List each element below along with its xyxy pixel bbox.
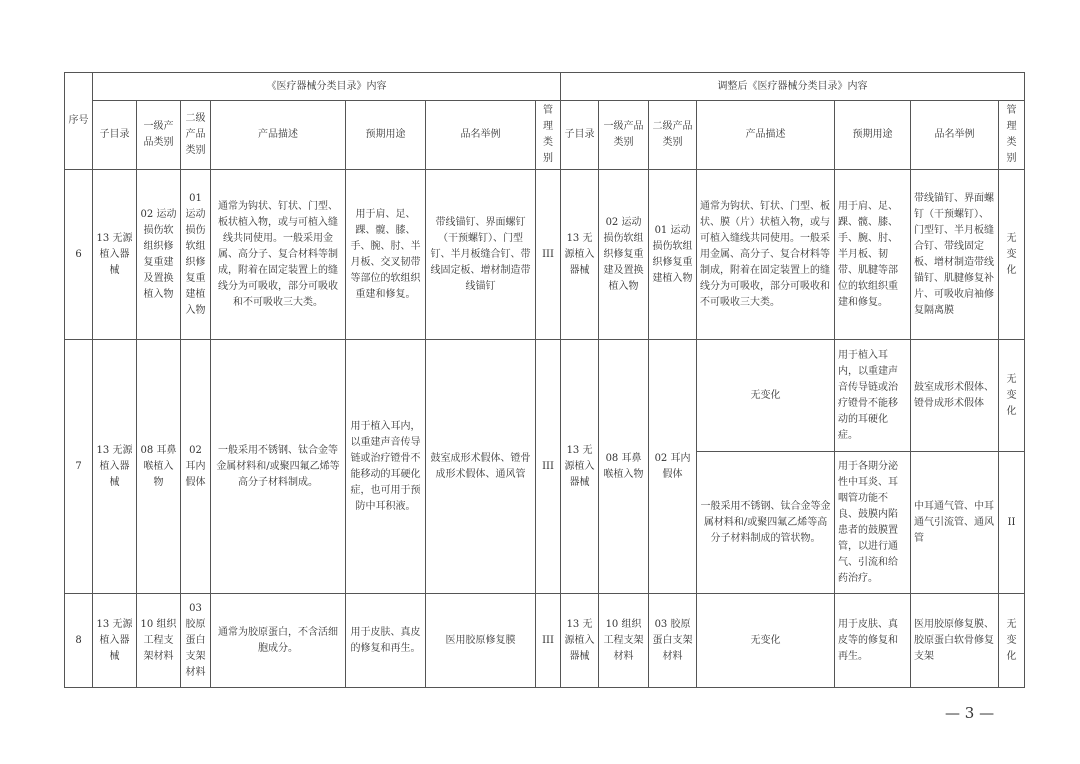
cell-right-desc: 无变化 bbox=[697, 340, 835, 452]
cell-right-class: 无变化 bbox=[999, 340, 1025, 452]
header-group-row bbox=[65, 73, 1025, 101]
header-left-desc: 产品描述 bbox=[211, 101, 346, 170]
header-right-sub: 子目录 bbox=[561, 101, 599, 170]
table-row bbox=[65, 594, 1025, 688]
cell-right-lvl1: 10 组织工程支架材料 bbox=[599, 594, 649, 688]
cell-left-lvl1: 10 组织工程支架材料 bbox=[137, 594, 181, 688]
cell-right-class: 无变化 bbox=[999, 170, 1025, 340]
cell-right-examples: 中耳通气管、中耳通气引流管、通风管 bbox=[911, 452, 999, 594]
header-right-use: 预期用途 bbox=[835, 101, 911, 170]
cell-right-lvl1: 08 耳鼻喉植入物 bbox=[599, 340, 649, 594]
cell-right-desc: 通常为钩状、钉状、门型、板状、膜（片）状植入物，或与可植入缝线共同使用。一般采用金属、高分子、复合材料等制成，附着在固定装置上的缝线分为可吸收，部分可吸收和不可吸收三大类。 bbox=[697, 170, 835, 340]
cell-left-class: III bbox=[536, 340, 561, 594]
header-right-class: 管理类别 bbox=[999, 101, 1025, 170]
cell-left-desc: 通常为钩状、钉状、门型、板状植入物，或与可植入缝线共同使用。一般采用金属、高分子、复合材料等制成，附着在固定装置上的缝线分为可吸收，部分可吸收和不可吸收三大类。 bbox=[211, 170, 346, 340]
header-left-class: 管理类别 bbox=[536, 101, 561, 170]
cell-right-desc: 一般采用不锈钢、钛合金等金属材料和/或聚四氟乙烯等高分子材料制成的管状物。 bbox=[697, 452, 835, 594]
header-left-use: 预期用途 bbox=[346, 101, 426, 170]
cell-right-class: II bbox=[999, 452, 1025, 594]
header-left-examples: 品名举例 bbox=[426, 101, 536, 170]
header-left-sub: 子目录 bbox=[93, 101, 137, 170]
cell-right-use: 用于各期分泌性中耳炎、耳咽管功能不良、鼓膜内陷患者的鼓膜置管，以进行通气、引流和给药治疗。 bbox=[835, 452, 911, 594]
header-left-lvl2: 二级产品类别 bbox=[181, 101, 211, 170]
cell-left-class: III bbox=[536, 594, 561, 688]
cell-right-use: 用于植入耳内，以重建声音传导链或治疗镫骨不能移动的耳硬化症。 bbox=[835, 340, 911, 452]
cell-left-lvl2: 01 运动损伤软组织修复重建植入物 bbox=[181, 170, 211, 340]
cell-left-examples: 带线锚钉、界面螺钉（干预螺钉）、门型钉、半月板缝合钉、带线固定板、增材制造带线锚钉 bbox=[426, 170, 536, 340]
cell-right-examples: 医用胶原修复膜、胶原蛋白软骨修复支架 bbox=[911, 594, 999, 688]
table-row bbox=[65, 170, 1025, 340]
cell-left-use: 用于植入耳内，以重建声音传导链或治疗镫骨不能移动的耳硬化症，也可用于预防中耳积液。 bbox=[346, 340, 426, 594]
cell-left-lvl1: 08 耳鼻喉植入物 bbox=[137, 340, 181, 594]
header-right-desc: 产品描述 bbox=[697, 101, 835, 170]
row-seq: 8 bbox=[65, 594, 93, 688]
header-right-group: 调整后《医疗器械分类目录》内容 bbox=[561, 73, 1025, 101]
header-columns-row bbox=[65, 101, 1025, 170]
cell-left-use: 用于皮肤、真皮的修复和再生。 bbox=[346, 594, 426, 688]
cell-right-sub: 13 无源植入器械 bbox=[561, 594, 599, 688]
cell-right-examples: 鼓室成形术假体、镫骨成形术假体 bbox=[911, 340, 999, 452]
cell-right-lvl2: 02 耳内假体 bbox=[649, 340, 697, 594]
cell-right-lvl2: 01 运动损伤软组织修复重建植入物 bbox=[649, 170, 697, 340]
table-row bbox=[65, 340, 1025, 452]
cell-right-lvl1: 02 运动损伤软组织修复重建及置换植入物 bbox=[599, 170, 649, 340]
cell-left-sub: 13 无源植入器械 bbox=[93, 170, 137, 340]
page-number: — 3 — bbox=[945, 704, 995, 722]
cell-left-sub: 13 无源植入器械 bbox=[93, 340, 137, 594]
cell-left-lvl2: 02 耳内假体 bbox=[181, 340, 211, 594]
cell-left-use: 用于肩、足、踝、髋、膝、手、腕、肘、半月板、交叉韧带等部位的软组织重建和修复。 bbox=[346, 170, 426, 340]
header-seq: 序号 bbox=[65, 73, 93, 170]
cell-right-examples: 带线锚钉、界面螺钉（干预螺钉）、门型钉、半月板缝合钉、带线固定板、增材制造带线锚钉、肌腱修复补片、可吸收肩袖修复隔离膜 bbox=[911, 170, 999, 340]
header-left-lvl1: 一级产品类别 bbox=[137, 101, 181, 170]
classification-table bbox=[64, 72, 1025, 688]
cell-left-lvl1: 02 运动损伤软组织修复重建及置换植入物 bbox=[137, 170, 181, 340]
cell-right-sub: 13 无源植入器械 bbox=[561, 340, 599, 594]
cell-left-desc: 通常为胶原蛋白，不含活细胞成分。 bbox=[211, 594, 346, 688]
cell-left-sub: 13 无源植入器械 bbox=[93, 594, 137, 688]
cell-right-sub: 13 无源植入器械 bbox=[561, 170, 599, 340]
cell-left-examples: 医用胶原修复膜 bbox=[426, 594, 536, 688]
cell-right-lvl2: 03 胶原蛋白支架材料 bbox=[649, 594, 697, 688]
header-left-group: 《医疗器械分类目录》内容 bbox=[93, 73, 561, 101]
row-seq: 6 bbox=[65, 170, 93, 340]
cell-right-desc: 无变化 bbox=[697, 594, 835, 688]
cell-left-desc: 一般采用不锈钢、钛合金等金属材料和/或聚四氟乙烯等高分子材料制成。 bbox=[211, 340, 346, 594]
header-right-examples: 品名举例 bbox=[911, 101, 999, 170]
cell-left-examples: 鼓室成形术假体、镫骨成形术假体、通风管 bbox=[426, 340, 536, 594]
row-seq: 7 bbox=[65, 340, 93, 594]
cell-right-use: 用于肩、足、踝、髋、膝、手、腕、肘、半月板、韧带、肌腱等部位的软组织重建和修复。 bbox=[835, 170, 911, 340]
cell-right-class: 无变化 bbox=[999, 594, 1025, 688]
cell-left-lvl2: 03 胶原蛋白支架材料 bbox=[181, 594, 211, 688]
cell-right-use: 用于皮肤、真皮等的修复和再生。 bbox=[835, 594, 911, 688]
header-right-lvl1: 一级产品类别 bbox=[599, 101, 649, 170]
header-right-lvl2: 二级产品类别 bbox=[649, 101, 697, 170]
cell-left-class: III bbox=[536, 170, 561, 340]
